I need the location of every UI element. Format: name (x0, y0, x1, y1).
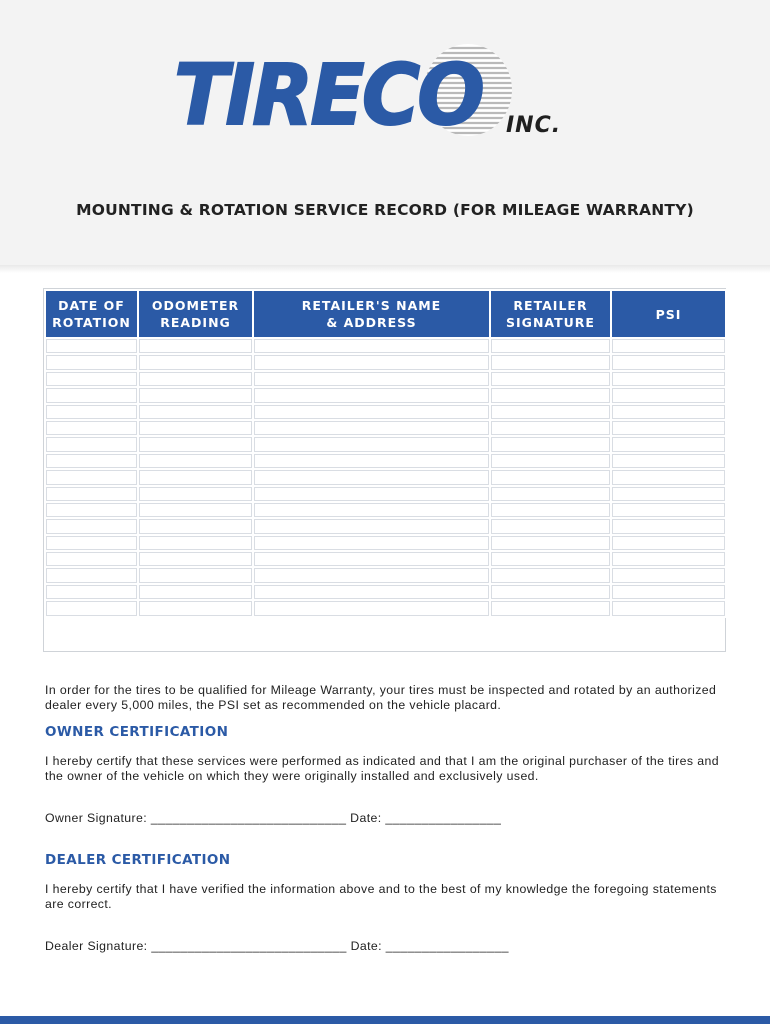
table-cell[interactable] (490, 551, 611, 567)
table-cell[interactable] (611, 371, 726, 387)
table-cell[interactable] (138, 436, 253, 452)
table-row (45, 338, 726, 354)
table-cell[interactable] (45, 502, 138, 518)
table-cell[interactable] (611, 338, 726, 354)
table-row (45, 354, 726, 370)
table-cell[interactable] (490, 338, 611, 354)
table-cell[interactable] (611, 518, 726, 534)
table-cell[interactable] (490, 502, 611, 518)
table-cell[interactable] (138, 371, 253, 387)
table-cell[interactable] (138, 567, 253, 583)
table-cell[interactable] (45, 338, 138, 354)
tireco-logo (170, 42, 600, 142)
table-cell[interactable] (253, 551, 490, 567)
table-cell[interactable] (490, 371, 611, 387)
table-cell[interactable] (138, 535, 253, 551)
table-cell[interactable] (253, 338, 490, 354)
table-cell[interactable] (253, 404, 490, 420)
table-cell[interactable] (611, 354, 726, 370)
table-cell[interactable] (490, 567, 611, 583)
owner-signature-line[interactable]: Owner Signature: ___________________________ Date: ________________ (45, 811, 502, 825)
table-cell[interactable] (253, 371, 490, 387)
table-cell[interactable] (611, 551, 726, 567)
table-cell[interactable] (490, 600, 611, 616)
table-row (45, 535, 726, 551)
logo-wordmark: TIRECO (174, 46, 483, 142)
table-cell[interactable] (138, 404, 253, 420)
table-cell[interactable] (138, 518, 253, 534)
table-cell[interactable] (45, 486, 138, 502)
intro-text: In order for the tires to be qualified for Mileage Warranty, your tires must be inspected and rotated by an authorized dealer every 5,000 miles, the PSI set as recommended on the vehicle placard. (45, 683, 717, 712)
table-cell[interactable] (253, 453, 490, 469)
table-cell[interactable] (138, 338, 253, 354)
table-row (45, 453, 726, 469)
table-cell[interactable] (253, 535, 490, 551)
table-cell[interactable] (45, 404, 138, 420)
service-record-table (44, 289, 727, 618)
table-cell[interactable] (45, 551, 138, 567)
table-cell[interactable] (253, 502, 490, 518)
table-cell[interactable] (611, 567, 726, 583)
table-cell[interactable] (253, 600, 490, 616)
dealer-signature-line[interactable]: Dealer Signature: ___________________________ Date: _________________ (45, 939, 509, 953)
table-cell[interactable] (490, 354, 611, 370)
table-cell[interactable] (253, 567, 490, 583)
table-cell[interactable] (45, 420, 138, 436)
table-cell[interactable] (45, 567, 138, 583)
table-cell[interactable] (45, 518, 138, 534)
table-cell[interactable] (490, 453, 611, 469)
table-cell[interactable] (138, 600, 253, 616)
table-cell[interactable] (253, 354, 490, 370)
table-cell[interactable] (138, 502, 253, 518)
table-cell[interactable] (138, 453, 253, 469)
logo-inc: INC. (506, 113, 562, 138)
table-row (45, 600, 726, 616)
table-cell[interactable] (45, 354, 138, 370)
table-cell[interactable] (611, 502, 726, 518)
table-cell[interactable] (611, 420, 726, 436)
owner-certification-text: I hereby certify that these services were performed as indicated and that I am the original purchaser of the tires and the owner of the vehicle on which they were originally installed and exclusively used. (45, 754, 719, 783)
table-header-row (45, 290, 726, 338)
col-psi: PSI (611, 290, 726, 338)
col-retailer-name-address: RETAILER'S NAME & ADDRESS (253, 290, 490, 338)
table-row (45, 371, 726, 387)
table-cell[interactable] (45, 453, 138, 469)
table-cell[interactable] (45, 535, 138, 551)
table-row (45, 436, 726, 452)
table-row (45, 469, 726, 485)
table-cell[interactable] (45, 371, 138, 387)
table-cell[interactable] (490, 387, 611, 403)
table-cell[interactable] (611, 404, 726, 420)
table-cell[interactable] (138, 387, 253, 403)
table-cell[interactable] (611, 436, 726, 452)
table-cell[interactable] (611, 469, 726, 485)
table-cell[interactable] (611, 584, 726, 600)
table-cell[interactable] (490, 584, 611, 600)
table-cell[interactable] (138, 486, 253, 502)
table-cell[interactable] (138, 354, 253, 370)
page-title: MOUNTING & ROTATION SERVICE RECORD (FOR MILEAGE WARRANTY) (76, 201, 694, 219)
table-cell[interactable] (253, 420, 490, 436)
table-cell[interactable] (138, 551, 253, 567)
table-cell[interactable] (490, 404, 611, 420)
table-cell[interactable] (45, 584, 138, 600)
table-cell[interactable] (138, 420, 253, 436)
table-cell[interactable] (45, 436, 138, 452)
table-cell[interactable] (611, 453, 726, 469)
table-row (45, 387, 726, 403)
table-cell[interactable] (253, 469, 490, 485)
table-cell[interactable] (253, 387, 490, 403)
table-cell[interactable] (611, 600, 726, 616)
table-cell[interactable] (490, 486, 611, 502)
col-date-of-rotation: DATE OF ROTATION (45, 290, 138, 338)
table-cell[interactable] (611, 387, 726, 403)
table-cell[interactable] (611, 486, 726, 502)
table-row (45, 420, 726, 436)
table-cell[interactable] (253, 584, 490, 600)
table-row (45, 518, 726, 534)
table-cell[interactable] (138, 584, 253, 600)
col-odometer-reading: ODOMETER READING (138, 290, 253, 338)
table-cell[interactable] (490, 518, 611, 534)
table-cell[interactable] (611, 535, 726, 551)
tire-logo-icon (170, 42, 600, 142)
dealer-certification-heading: DEALER CERTIFICATION (45, 852, 231, 868)
dealer-certification-text: I hereby certify that I have verified the information above and to the best of my knowledge the foregoing statements are correct. (45, 882, 717, 911)
footer-bar (0, 1016, 770, 1024)
owner-certification-heading: OWNER CERTIFICATION (45, 724, 229, 740)
table-cell[interactable] (253, 518, 490, 534)
table-row (45, 502, 726, 518)
table-cell[interactable] (490, 420, 611, 436)
table-cell[interactable] (45, 469, 138, 485)
table-cell[interactable] (45, 600, 138, 616)
table-row (45, 551, 726, 567)
table-cell[interactable] (45, 387, 138, 403)
col-retailer-signature: RETAILER SIGNATURE (490, 290, 611, 338)
table-row (45, 584, 726, 600)
table-row (45, 404, 726, 420)
table-cell[interactable] (490, 436, 611, 452)
table-cell[interactable] (138, 469, 253, 485)
table-cell[interactable] (490, 535, 611, 551)
table-cell[interactable] (253, 436, 490, 452)
table-cell[interactable] (490, 469, 611, 485)
table-row (45, 567, 726, 583)
table-cell[interactable] (253, 486, 490, 502)
table-row (45, 486, 726, 502)
